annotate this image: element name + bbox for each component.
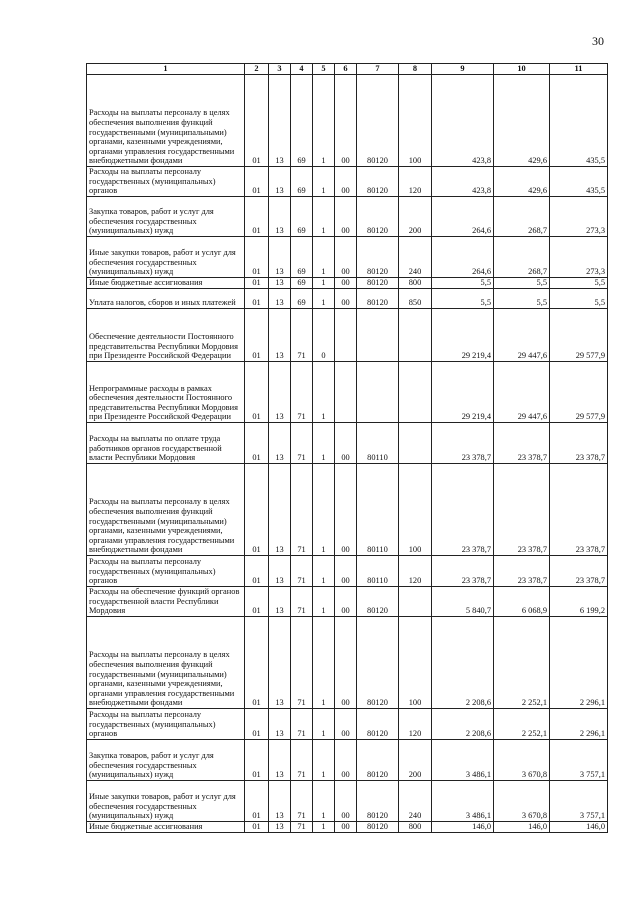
code-cell: 120 <box>399 556 432 587</box>
code-cell: 1 <box>313 289 335 309</box>
code-cell: 00 <box>335 197 357 237</box>
table-row <box>87 740 608 781</box>
code-cell: 13 <box>269 556 291 587</box>
table-row <box>87 822 608 833</box>
table-row <box>87 781 608 822</box>
row-name-cell: Иные бюджетные ассигнования <box>87 278 245 289</box>
code-cell: 13 <box>269 423 291 464</box>
row-name-cell: Обеспечение деятельности Постоянного представительства Республики Мордовия при Президенте Российской Федерации <box>87 309 245 362</box>
code-cell: 01 <box>245 822 269 833</box>
amount-cell: 23 378,7 <box>550 464 608 556</box>
code-cell <box>335 309 357 362</box>
code-cell: 01 <box>245 362 269 423</box>
amount-cell: 5 840,7 <box>432 587 494 617</box>
code-cell: 01 <box>245 167 269 197</box>
row-name-cell: Расходы на обеспечение функций органов государственной власти Республики Мордовия <box>87 587 245 617</box>
row-name-cell: Закупка товаров, работ и услуг для обеспечения государственных (муниципальных) нужд <box>87 197 245 237</box>
table-row <box>87 362 608 423</box>
amount-cell: 23 378,7 <box>432 464 494 556</box>
row-name-cell: Закупка товаров, работ и услуг для обеспечения государственных (муниципальных) нужд <box>87 740 245 781</box>
table-row <box>87 556 608 587</box>
code-cell: 80120 <box>357 75 399 167</box>
amount-cell: 29 577,9 <box>550 309 608 362</box>
code-cell: 71 <box>291 464 313 556</box>
code-cell: 00 <box>335 464 357 556</box>
code-cell: 1 <box>313 587 335 617</box>
amount-cell: 23 378,7 <box>432 423 494 464</box>
code-cell: 13 <box>269 822 291 833</box>
code-cell: 80120 <box>357 822 399 833</box>
code-cell: 80110 <box>357 464 399 556</box>
budget-table <box>86 63 608 833</box>
code-cell: 71 <box>291 556 313 587</box>
code-cell: 1 <box>313 75 335 167</box>
amount-cell: 2 208,6 <box>432 709 494 740</box>
code-cell: 71 <box>291 740 313 781</box>
code-cell: 69 <box>291 75 313 167</box>
table-row <box>87 237 608 278</box>
table-header-row <box>87 64 608 75</box>
amount-cell: 429,6 <box>494 167 550 197</box>
table-row <box>87 167 608 197</box>
code-cell: 71 <box>291 781 313 822</box>
code-cell: 13 <box>269 237 291 278</box>
column-header: 5 <box>313 64 335 75</box>
code-cell: 80120 <box>357 167 399 197</box>
amount-cell: 3 670,8 <box>494 781 550 822</box>
amount-cell: 423,8 <box>432 75 494 167</box>
table-row <box>87 75 608 167</box>
amount-cell: 5,5 <box>550 278 608 289</box>
row-name-cell: Иные бюджетные ассигнования <box>87 822 245 833</box>
code-cell: 13 <box>269 464 291 556</box>
code-cell: 71 <box>291 309 313 362</box>
amount-cell: 435,5 <box>550 167 608 197</box>
table-row <box>87 423 608 464</box>
amount-cell: 23 378,7 <box>550 423 608 464</box>
amount-cell: 264,6 <box>432 197 494 237</box>
amount-cell: 2 296,1 <box>550 709 608 740</box>
table-row <box>87 197 608 237</box>
code-cell: 800 <box>399 822 432 833</box>
table-row <box>87 289 608 309</box>
code-cell: 80120 <box>357 740 399 781</box>
code-cell: 71 <box>291 709 313 740</box>
amount-cell: 264,6 <box>432 237 494 278</box>
row-name-cell: Иные закупки товаров, работ и услуг для обеспечения государственных (муниципальных) нужд <box>87 781 245 822</box>
code-cell: 1 <box>313 822 335 833</box>
code-cell: 1 <box>313 740 335 781</box>
amount-cell: 29 447,6 <box>494 309 550 362</box>
code-cell: 00 <box>335 237 357 278</box>
code-cell: 00 <box>335 617 357 709</box>
column-header: 7 <box>357 64 399 75</box>
code-cell: 120 <box>399 709 432 740</box>
amount-cell: 435,5 <box>550 75 608 167</box>
code-cell: 71 <box>291 362 313 423</box>
code-cell: 240 <box>399 237 432 278</box>
code-cell: 01 <box>245 75 269 167</box>
code-cell: 71 <box>291 617 313 709</box>
code-cell: 71 <box>291 423 313 464</box>
code-cell: 13 <box>269 289 291 309</box>
code-cell <box>357 309 399 362</box>
code-cell: 1 <box>313 278 335 289</box>
amount-cell: 6 068,9 <box>494 587 550 617</box>
amount-cell: 5,5 <box>550 289 608 309</box>
code-cell: 80120 <box>357 237 399 278</box>
amount-cell: 146,0 <box>432 822 494 833</box>
code-cell: 80120 <box>357 781 399 822</box>
column-header: 8 <box>399 64 432 75</box>
code-cell: 01 <box>245 309 269 362</box>
column-header: 9 <box>432 64 494 75</box>
code-cell: 00 <box>335 740 357 781</box>
code-cell: 00 <box>335 822 357 833</box>
code-cell: 13 <box>269 740 291 781</box>
code-cell <box>399 423 432 464</box>
column-header: 10 <box>494 64 550 75</box>
code-cell: 13 <box>269 197 291 237</box>
code-cell: 13 <box>269 617 291 709</box>
code-cell: 71 <box>291 587 313 617</box>
row-name-cell: Расходы на выплаты персоналу государственных (муниципальных) органов <box>87 167 245 197</box>
row-name-cell: Расходы на выплаты по оплате труда работников органов государственной власти Республики Мордовия <box>87 423 245 464</box>
code-cell: 01 <box>245 740 269 781</box>
code-cell: 1 <box>313 237 335 278</box>
row-name-cell: Уплата налогов, сборов и иных платежей <box>87 289 245 309</box>
amount-cell: 268,7 <box>494 237 550 278</box>
code-cell: 13 <box>269 362 291 423</box>
amount-cell: 146,0 <box>550 822 608 833</box>
table-row <box>87 617 608 709</box>
column-header: 3 <box>269 64 291 75</box>
code-cell: 1 <box>313 197 335 237</box>
code-cell: 00 <box>335 587 357 617</box>
code-cell: 00 <box>335 556 357 587</box>
code-cell: 00 <box>335 75 357 167</box>
amount-cell: 5,5 <box>494 289 550 309</box>
amount-cell: 2 208,6 <box>432 617 494 709</box>
code-cell: 13 <box>269 587 291 617</box>
code-cell: 01 <box>245 587 269 617</box>
code-cell: 00 <box>335 167 357 197</box>
code-cell: 01 <box>245 709 269 740</box>
code-cell: 01 <box>245 278 269 289</box>
code-cell: 01 <box>245 617 269 709</box>
code-cell: 01 <box>245 289 269 309</box>
amount-cell: 23 378,7 <box>494 556 550 587</box>
page-number: 30 <box>592 34 604 48</box>
code-cell: 13 <box>269 709 291 740</box>
amount-cell: 6 199,2 <box>550 587 608 617</box>
code-cell: 1 <box>313 781 335 822</box>
code-cell: 01 <box>245 781 269 822</box>
code-cell: 69 <box>291 197 313 237</box>
row-name-cell: Расходы на выплаты персоналу в целях обеспечения выполнения функций государственными (муниципальными) органами, казенными учреждениями, органами управления государственными внебюджетными фондами <box>87 617 245 709</box>
amount-cell: 268,7 <box>494 197 550 237</box>
amount-cell: 2 252,1 <box>494 617 550 709</box>
amount-cell: 5,5 <box>432 278 494 289</box>
code-cell: 1 <box>313 617 335 709</box>
table-row <box>87 587 608 617</box>
code-cell: 1 <box>313 362 335 423</box>
code-cell: 1 <box>313 556 335 587</box>
code-cell: 80120 <box>357 278 399 289</box>
amount-cell: 3 486,1 <box>432 740 494 781</box>
amount-cell: 29 219,4 <box>432 309 494 362</box>
amount-cell: 3 670,8 <box>494 740 550 781</box>
code-cell: 00 <box>335 709 357 740</box>
code-cell: 80120 <box>357 709 399 740</box>
code-cell: 13 <box>269 781 291 822</box>
code-cell: 1 <box>313 709 335 740</box>
code-cell: 13 <box>269 278 291 289</box>
code-cell: 100 <box>399 75 432 167</box>
code-cell: 01 <box>245 556 269 587</box>
table-row <box>87 309 608 362</box>
row-name-cell: Расходы на выплаты персоналу государственных (муниципальных) органов <box>87 709 245 740</box>
row-name-cell: Непрограммные расходы в рамках обеспечения деятельности Постоянного представительства Республики Мордовия при Президенте Российской Федерации <box>87 362 245 423</box>
code-cell: 01 <box>245 197 269 237</box>
code-cell: 120 <box>399 167 432 197</box>
amount-cell: 273,3 <box>550 237 608 278</box>
code-cell <box>399 587 432 617</box>
amount-cell: 3 757,1 <box>550 781 608 822</box>
amount-cell: 423,8 <box>432 167 494 197</box>
amount-cell: 23 378,7 <box>494 464 550 556</box>
code-cell: 200 <box>399 197 432 237</box>
table-body <box>87 75 608 833</box>
table-row <box>87 278 608 289</box>
table-row <box>87 464 608 556</box>
table-row <box>87 709 608 740</box>
code-cell: 1 <box>313 464 335 556</box>
amount-cell: 29 219,4 <box>432 362 494 423</box>
code-cell: 69 <box>291 167 313 197</box>
amount-cell: 5,5 <box>432 289 494 309</box>
column-header: 6 <box>335 64 357 75</box>
column-header: 2 <box>245 64 269 75</box>
code-cell <box>399 309 432 362</box>
code-cell: 1 <box>313 423 335 464</box>
code-cell: 71 <box>291 822 313 833</box>
code-cell: 69 <box>291 289 313 309</box>
code-cell: 80120 <box>357 587 399 617</box>
code-cell: 80120 <box>357 617 399 709</box>
code-cell: 850 <box>399 289 432 309</box>
amount-cell: 429,6 <box>494 75 550 167</box>
code-cell: 800 <box>399 278 432 289</box>
code-cell: 80120 <box>357 197 399 237</box>
code-cell: 13 <box>269 309 291 362</box>
code-cell: 00 <box>335 278 357 289</box>
code-cell: 80110 <box>357 556 399 587</box>
code-cell: 13 <box>269 167 291 197</box>
amount-cell: 3 757,1 <box>550 740 608 781</box>
code-cell: 01 <box>245 237 269 278</box>
amount-cell: 146,0 <box>494 822 550 833</box>
code-cell: 13 <box>269 75 291 167</box>
row-name-cell: Расходы на выплаты персоналу в целях обеспечения выполнения функций государственными (муниципальными) органами, казенными учреждениями, органами управления государственными внебюджетными фондами <box>87 75 245 167</box>
amount-cell: 23 378,7 <box>494 423 550 464</box>
amount-cell: 5,5 <box>494 278 550 289</box>
code-cell: 1 <box>313 167 335 197</box>
amount-cell: 29 577,9 <box>550 362 608 423</box>
code-cell <box>335 362 357 423</box>
amount-cell: 273,3 <box>550 197 608 237</box>
amount-cell: 23 378,7 <box>432 556 494 587</box>
code-cell: 80120 <box>357 289 399 309</box>
code-cell: 100 <box>399 464 432 556</box>
row-name-cell: Иные закупки товаров, работ и услуг для обеспечения государственных (муниципальных) нужд <box>87 237 245 278</box>
code-cell: 200 <box>399 740 432 781</box>
code-cell: 0 <box>313 309 335 362</box>
code-cell: 00 <box>335 423 357 464</box>
code-cell: 80110 <box>357 423 399 464</box>
code-cell: 69 <box>291 237 313 278</box>
code-cell: 01 <box>245 423 269 464</box>
row-name-cell: Расходы на выплаты персоналу государственных (муниципальных) органов <box>87 556 245 587</box>
amount-cell: 3 486,1 <box>432 781 494 822</box>
code-cell: 100 <box>399 617 432 709</box>
code-cell: 00 <box>335 289 357 309</box>
amount-cell: 2 252,1 <box>494 709 550 740</box>
column-header: 1 <box>87 64 245 75</box>
row-name-cell: Расходы на выплаты персоналу в целях обеспечения выполнения функций государственными (муниципальными) органами, казенными учреждениями, органами управления государственными внебюджетными фондами <box>87 464 245 556</box>
code-cell: 01 <box>245 464 269 556</box>
amount-cell: 2 296,1 <box>550 617 608 709</box>
code-cell: 69 <box>291 278 313 289</box>
column-header: 11 <box>550 64 608 75</box>
code-cell: 240 <box>399 781 432 822</box>
code-cell: 00 <box>335 781 357 822</box>
amount-cell: 29 447,6 <box>494 362 550 423</box>
column-header: 4 <box>291 64 313 75</box>
amount-cell: 23 378,7 <box>550 556 608 587</box>
code-cell <box>357 362 399 423</box>
code-cell <box>399 362 432 423</box>
